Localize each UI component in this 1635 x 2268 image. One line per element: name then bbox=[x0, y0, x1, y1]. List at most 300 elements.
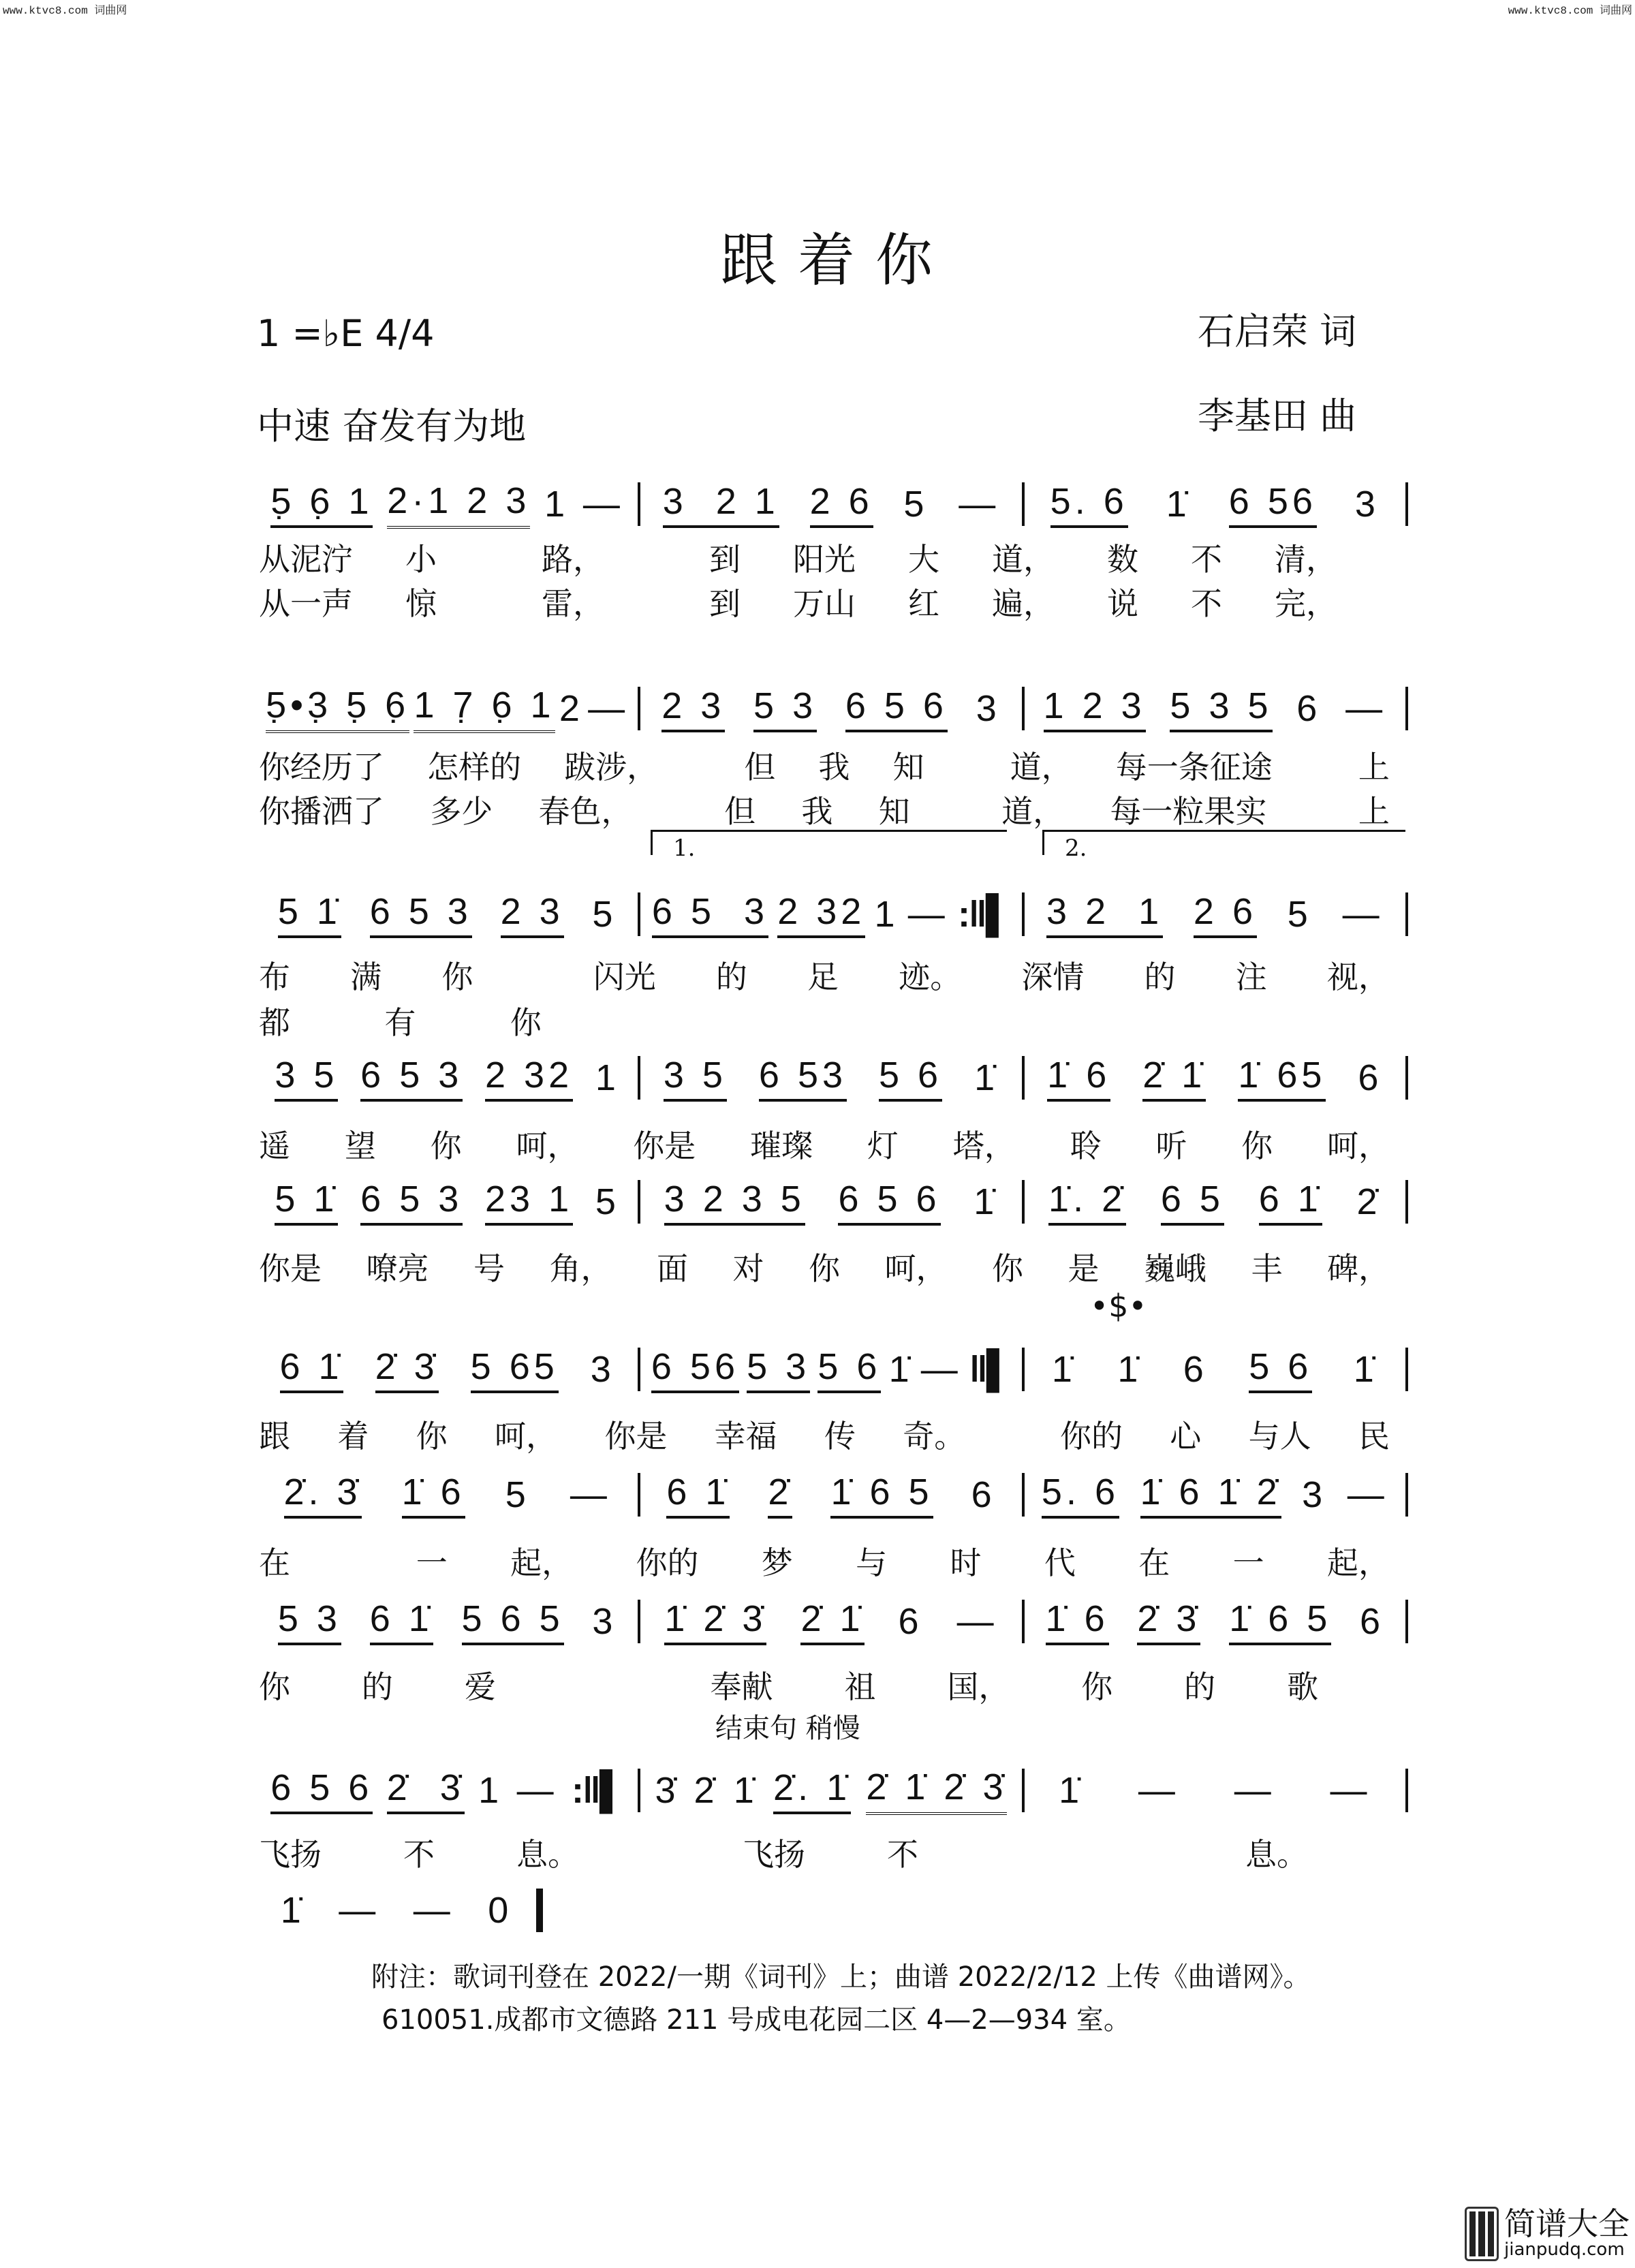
note-group: 1̇ 6 bbox=[1047, 1054, 1110, 1102]
barline bbox=[1405, 1348, 1408, 1391]
note-group: 2̇. 1̇ bbox=[773, 1767, 851, 1814]
note-group: 6 5 6 bbox=[838, 1178, 940, 1226]
lyric-word: 一 bbox=[1232, 1544, 1264, 1581]
lyric-word: 在 bbox=[259, 1544, 290, 1581]
note-group: 2̇ 3̇ bbox=[375, 1346, 439, 1393]
note-group: 3 bbox=[592, 1601, 617, 1642]
note-group: 3 bbox=[1302, 1474, 1327, 1515]
notation-row bbox=[257, 470, 1408, 538]
lyric-word: 道， bbox=[1010, 749, 1073, 786]
lyric-word: 每一粒果实 bbox=[1110, 793, 1267, 830]
lyric-line bbox=[259, 1121, 1390, 1166]
lyric-word: 你经历了 bbox=[259, 749, 384, 786]
lyric-word: 不 bbox=[403, 1836, 435, 1873]
lyric-word: 阳光 bbox=[793, 541, 856, 578]
measure bbox=[640, 1178, 1021, 1226]
lyric-word: 完， bbox=[1275, 585, 1337, 622]
notation-row bbox=[257, 1756, 1408, 1824]
note-group: 1̇ bbox=[280, 1890, 305, 1931]
lyric-word: 上 bbox=[1358, 793, 1390, 830]
measure bbox=[1025, 1769, 1405, 1812]
note-group: 1̇ 6 bbox=[1046, 1598, 1109, 1645]
measure bbox=[257, 1346, 638, 1393]
note-group: — bbox=[1345, 688, 1387, 729]
measure bbox=[640, 890, 1021, 938]
measure bbox=[640, 1471, 1021, 1519]
lyric-word: 你 bbox=[441, 959, 473, 995]
lyric-word: 呵， bbox=[1326, 1128, 1390, 1164]
note-group: 6 5 3 bbox=[360, 1054, 463, 1102]
lyric-word: 息。 bbox=[516, 1836, 579, 1873]
lyric-word: 塔， bbox=[952, 1128, 1016, 1164]
note-group: 2·1 2 3 bbox=[387, 480, 530, 529]
note-group: 1̇ bbox=[974, 1181, 999, 1222]
key-signature: 1 =♭E 4/4 bbox=[257, 312, 435, 355]
note-group: 1̇ bbox=[1117, 1349, 1142, 1390]
note-group: 3 5 bbox=[275, 1054, 338, 1102]
note-group: — bbox=[1330, 1770, 1371, 1811]
note-group: — bbox=[956, 1601, 998, 1642]
measure bbox=[257, 1471, 638, 1519]
note-group: 1̇. 2̇ bbox=[1048, 1178, 1126, 1226]
barline bbox=[1405, 1769, 1408, 1812]
lyric-word: 你 bbox=[416, 1418, 448, 1455]
lyric-word: 民 bbox=[1358, 1418, 1390, 1455]
barline bbox=[1405, 687, 1408, 730]
lyric-word: 数 bbox=[1107, 541, 1138, 578]
lyric-line bbox=[259, 1830, 1390, 1875]
lyric-word: 你播洒了 bbox=[259, 793, 384, 830]
lyric-word: 你 bbox=[1241, 1128, 1273, 1164]
lyric-word: 你是 bbox=[633, 1128, 696, 1164]
measure bbox=[1025, 685, 1405, 732]
note-group: 5 bbox=[1287, 894, 1312, 935]
note-group: 5 6 bbox=[1249, 1346, 1312, 1393]
note-group: 2 bbox=[559, 688, 584, 729]
lyric-word: 的 bbox=[715, 959, 747, 995]
note-group: 5 1̇ bbox=[275, 1178, 338, 1226]
lyric-word: 小 bbox=[405, 541, 437, 578]
lyric-word: 上 bbox=[1358, 749, 1390, 786]
measure bbox=[1025, 1598, 1405, 1645]
barline bbox=[1405, 892, 1408, 936]
lyric-word: 不 bbox=[887, 1836, 918, 1873]
lyric-word: 知 bbox=[878, 793, 910, 830]
note-group: 6 5 3 bbox=[360, 1178, 463, 1226]
measure bbox=[1025, 890, 1405, 938]
lyric-word: 灯 bbox=[867, 1128, 899, 1164]
lyric-word: 呵， bbox=[516, 1128, 579, 1164]
measure bbox=[640, 1346, 1021, 1393]
note-group: 5 6 5 bbox=[462, 1598, 564, 1645]
note-group: 3 2 1 bbox=[663, 480, 779, 528]
lyric-word: 巍峨 bbox=[1144, 1250, 1206, 1287]
note-group: 6 5 bbox=[1161, 1178, 1224, 1226]
lyric-word: 飞扬 bbox=[743, 1836, 805, 1873]
notation-row bbox=[257, 880, 1408, 948]
lyric-word: 我 bbox=[818, 749, 850, 786]
lyric-word: 对 bbox=[732, 1250, 764, 1287]
lyric-word: 的 bbox=[1144, 959, 1176, 995]
note-group: 6 56 bbox=[1229, 480, 1317, 528]
measure bbox=[257, 684, 638, 733]
barline bbox=[1405, 1600, 1408, 1643]
note-group: 2 3 bbox=[661, 685, 725, 732]
lyric-word: 惊 bbox=[405, 585, 437, 622]
lyric-word: 你 bbox=[809, 1250, 840, 1287]
lyric-word: 到 bbox=[709, 585, 741, 622]
note-group: 6 5 6 bbox=[845, 685, 948, 732]
lyric-word: 祖 bbox=[844, 1668, 876, 1705]
volta-2 bbox=[1042, 830, 1405, 862]
note-group: — bbox=[907, 894, 949, 935]
note-group: 3 bbox=[976, 688, 1001, 729]
lyricist: 石启荣 词 bbox=[1198, 310, 1357, 353]
note-group: 6 1̇ bbox=[280, 1346, 343, 1393]
note-group: 2̇ 3̇ bbox=[1137, 1598, 1200, 1645]
lyric-word: 有 bbox=[384, 1004, 416, 1041]
note-group: 6 1̇ bbox=[666, 1471, 730, 1519]
measure bbox=[640, 1598, 1021, 1645]
lyric-word: 路， bbox=[542, 541, 604, 578]
lyric-word: 布 bbox=[259, 959, 290, 995]
note-group: 5. 6 bbox=[1042, 1471, 1119, 1519]
measure bbox=[640, 480, 1021, 528]
note-group: 6 bbox=[898, 1601, 923, 1642]
lyric-word: 从一声 bbox=[259, 585, 353, 622]
lyric-word: 跋涉， bbox=[564, 749, 659, 786]
note-group: 5 3 5 bbox=[1170, 685, 1272, 732]
lyric-word: 丰 bbox=[1251, 1250, 1283, 1287]
lyric-word: 是 bbox=[1068, 1250, 1100, 1287]
lyric-word: 到 bbox=[709, 541, 741, 578]
note-group: 3 bbox=[1354, 484, 1380, 525]
piano-icon bbox=[1465, 2207, 1499, 2261]
note-group: 5 3 bbox=[278, 1598, 341, 1645]
lyric-word: 与 bbox=[856, 1544, 888, 1581]
barline bbox=[1405, 482, 1408, 526]
song-title: 跟着你 bbox=[719, 227, 953, 294]
lyric-line bbox=[259, 1244, 1390, 1289]
note-group: 3̇ 2̇ bbox=[655, 1770, 719, 1811]
lyric-word: 呵， bbox=[494, 1418, 557, 1455]
note-group: 2 32 bbox=[777, 890, 865, 938]
volta-2-label: 2. bbox=[1065, 835, 1087, 862]
volta-1-label: 1. bbox=[673, 835, 696, 862]
note-group: 6 5 3 bbox=[370, 890, 472, 938]
lyric-word: 清， bbox=[1275, 541, 1337, 578]
notation-row bbox=[257, 1876, 543, 1944]
lyric-line bbox=[259, 998, 1390, 1043]
lyric-word: 道， bbox=[1001, 793, 1065, 830]
lyric-word: 每一条征途 bbox=[1115, 749, 1273, 786]
lyric-word: 我 bbox=[801, 793, 833, 830]
note-group: — bbox=[413, 1890, 454, 1931]
note-group: — bbox=[959, 484, 1000, 525]
note-group: 2̇ bbox=[1356, 1181, 1382, 1222]
lyric-word: 但 bbox=[724, 793, 756, 830]
notation-row bbox=[257, 1335, 1408, 1403]
barline bbox=[1405, 1473, 1408, 1517]
note-group: 5 3 bbox=[753, 685, 817, 732]
lyric-word: 你 bbox=[992, 1250, 1023, 1287]
note-group: 2 32 bbox=[485, 1054, 573, 1102]
measure bbox=[1025, 1471, 1405, 1519]
note-group: 2̇. 3̇ bbox=[284, 1471, 362, 1519]
lyric-word: 碑， bbox=[1327, 1250, 1390, 1287]
lyric-word: 璀璨 bbox=[750, 1128, 813, 1164]
note-group: — bbox=[570, 1474, 611, 1515]
lyric-word: 迹。 bbox=[899, 959, 962, 995]
note-group: 1 bbox=[874, 894, 899, 935]
note-group: 1̇ 6 5 bbox=[1229, 1598, 1331, 1645]
lyric-word: 嘹亮 bbox=[366, 1250, 429, 1287]
lyric-word: 道， bbox=[992, 541, 1055, 578]
tempo-marking: 中速 奋发有为地 bbox=[257, 405, 527, 448]
note-group: 5 1̇ bbox=[278, 890, 341, 938]
note-group: 1̇ 6 5 bbox=[830, 1471, 933, 1519]
barline bbox=[1405, 1056, 1408, 1100]
lyric-word: 你 bbox=[259, 1668, 290, 1705]
lyric-word: 面 bbox=[657, 1250, 688, 1287]
note-group: 1 2 3 bbox=[1044, 685, 1146, 732]
lyric-word: 国， bbox=[947, 1668, 1010, 1705]
note-group: 6 bbox=[971, 1474, 996, 1515]
lyric-line bbox=[259, 952, 1390, 997]
lyric-line bbox=[259, 1538, 1390, 1583]
note-group: 5. 6 bbox=[1050, 480, 1128, 528]
lyric-word: 说 bbox=[1107, 585, 1138, 622]
note-group: 0 bbox=[488, 1890, 513, 1931]
note-group: 1̇ bbox=[1166, 484, 1191, 525]
note-group: 6 56 bbox=[651, 1346, 739, 1393]
note-group: 6 1̇ bbox=[370, 1598, 433, 1645]
note-group: 2̇ 3̇ bbox=[387, 1767, 465, 1814]
lyric-word: 雷， bbox=[542, 585, 604, 622]
lyric-word: 奇。 bbox=[903, 1418, 966, 1455]
measure bbox=[1025, 1054, 1405, 1102]
note-group: 1̇ 6 1̇ 2̇ bbox=[1140, 1471, 1281, 1519]
lyric-word: 跟 bbox=[259, 1418, 290, 1455]
repeat-sign: :‖▌ bbox=[571, 1770, 625, 1811]
lyric-word: 奉献 bbox=[710, 1668, 773, 1705]
note-group: 1̇ bbox=[1059, 1770, 1084, 1811]
lyric-word: 望 bbox=[344, 1128, 376, 1164]
note-group: 2 3 bbox=[501, 890, 564, 938]
lyric-word: 梦 bbox=[761, 1544, 793, 1581]
lyric-line bbox=[259, 535, 1390, 580]
lyric-word: 闪光 bbox=[593, 959, 656, 995]
measure bbox=[1025, 480, 1405, 528]
footnote-2: 610051.成都市文德路 211 号成电花园二区 4—2—934 室。 bbox=[382, 2004, 1131, 2036]
note-group: 6 53 bbox=[759, 1054, 847, 1102]
note-group: — bbox=[588, 688, 629, 729]
lyric-word: 深情 bbox=[1021, 959, 1085, 995]
lyric-word: 满 bbox=[350, 959, 382, 995]
lyric-word: 多少 bbox=[430, 793, 493, 830]
lyric-word: 足 bbox=[807, 959, 839, 995]
note-group: 1 bbox=[544, 484, 570, 525]
lyric-word: 万山 bbox=[793, 585, 856, 622]
lyric-word: 不 bbox=[1191, 541, 1222, 578]
note-group: 1̇ bbox=[733, 1770, 758, 1811]
measure bbox=[257, 1178, 638, 1226]
note-group: 5 bbox=[592, 894, 617, 935]
lyric-word: 心 bbox=[1170, 1418, 1202, 1455]
notation-row bbox=[257, 1168, 1408, 1236]
notation-row bbox=[257, 1461, 1408, 1529]
measure bbox=[257, 890, 638, 938]
note-group: — bbox=[1347, 1474, 1388, 1515]
lyric-word: 遥 bbox=[259, 1128, 290, 1164]
note-group: 5 bbox=[903, 484, 929, 525]
note-group: 5 bbox=[505, 1474, 530, 1515]
lyric-word: 一 bbox=[416, 1544, 448, 1581]
lyric-word: 起， bbox=[1326, 1544, 1390, 1581]
note-group: 2 6 bbox=[810, 480, 873, 528]
lyric-word: 遍， bbox=[992, 585, 1055, 622]
lyric-word: 怎样的 bbox=[427, 749, 522, 786]
note-group: 6 bbox=[1358, 1057, 1383, 1098]
measure bbox=[1025, 1178, 1405, 1226]
lyric-word: 知 bbox=[892, 749, 924, 786]
lyric-word: 不 bbox=[1191, 585, 1222, 622]
watermark-right: www.ktvc8.com 词曲网 bbox=[1508, 5, 1632, 17]
measure bbox=[257, 480, 638, 529]
lyric-word: 的 bbox=[361, 1668, 393, 1705]
note-group: 3 2 3 5 bbox=[664, 1178, 805, 1226]
note-group: — bbox=[516, 1770, 558, 1811]
note-group: 3 5 bbox=[664, 1054, 727, 1102]
note-group: 6 bbox=[1296, 688, 1322, 729]
lyric-word: 起， bbox=[510, 1544, 574, 1581]
site-logo bbox=[1465, 2207, 1630, 2261]
notation-row bbox=[257, 1044, 1408, 1112]
repeat-sign: ‖▌ bbox=[969, 1349, 1012, 1390]
measure bbox=[257, 1767, 638, 1814]
lyric-word: 爱 bbox=[464, 1668, 496, 1705]
note-group: 5 6 bbox=[879, 1054, 942, 1102]
note-group: 1̇ 6 bbox=[402, 1471, 465, 1519]
measure bbox=[640, 685, 1021, 732]
lyric-word: 号 bbox=[473, 1250, 505, 1287]
lyric-word: 时 bbox=[950, 1544, 982, 1581]
note-group: — bbox=[1342, 894, 1384, 935]
measure bbox=[257, 1889, 536, 1931]
lyric-line bbox=[259, 1662, 1390, 1707]
note-group: 3 bbox=[590, 1349, 615, 1390]
lyric-word: 春色， bbox=[538, 793, 633, 830]
note-group: — bbox=[1138, 1770, 1179, 1811]
lyric-word: 幸福 bbox=[714, 1418, 777, 1455]
note-group: 1̇ bbox=[974, 1057, 999, 1098]
note-group: 1 bbox=[478, 1770, 503, 1811]
lyric-word: 角， bbox=[549, 1250, 612, 1287]
logo-url: jianpudq.com bbox=[1504, 2239, 1625, 2260]
note-group: 2̇ 1̇ bbox=[1142, 1054, 1206, 1102]
repeat-sign: :‖▌ bbox=[957, 894, 1011, 935]
note-group: 2 6 bbox=[1194, 890, 1257, 938]
note-group: 1̇ 2̇ 3̇ bbox=[664, 1598, 766, 1645]
note-group: 2̇ bbox=[768, 1471, 792, 1519]
measure bbox=[257, 1598, 638, 1645]
note-group: 23 1 bbox=[485, 1178, 573, 1226]
note-group: 5̣ 6̣ 1 bbox=[270, 480, 373, 528]
note-group: — bbox=[582, 484, 624, 525]
lyric-line bbox=[259, 579, 1390, 624]
volta-1 bbox=[651, 830, 1007, 862]
note-group: — bbox=[1234, 1770, 1275, 1811]
note-group: 1 bbox=[595, 1057, 620, 1098]
composer: 李基田 曲 bbox=[1198, 394, 1357, 437]
lyric-word: 与人 bbox=[1248, 1418, 1311, 1455]
note-group: — bbox=[339, 1890, 380, 1931]
lyric-word: 息。 bbox=[1245, 1836, 1308, 1873]
lyric-word: 你的 bbox=[1059, 1418, 1123, 1455]
lyric-line bbox=[259, 743, 1390, 788]
note-group: 1̇ bbox=[1051, 1349, 1076, 1390]
lyric-word: 代 bbox=[1044, 1544, 1076, 1581]
measure bbox=[1025, 1346, 1405, 1393]
barline bbox=[536, 1889, 543, 1932]
lyric-word: 但 bbox=[744, 749, 776, 786]
note-group: 2̇ 1̇ bbox=[800, 1598, 864, 1645]
note-group: 2̇ 1̇ 2̇ 3̇ bbox=[866, 1766, 1007, 1815]
lyric-word: 你 bbox=[1081, 1668, 1113, 1705]
note-group: 3 2 1 bbox=[1046, 890, 1163, 938]
note-group: 5 65 bbox=[471, 1346, 559, 1393]
footnote-1: 附注：歌词刊登在 2022/一期《词刊》上；曲谱 2022/2/12 上传《曲谱网》。 bbox=[371, 1961, 1311, 1993]
lyric-word: 你是 bbox=[604, 1418, 668, 1455]
note-group: 6 bbox=[1183, 1349, 1208, 1390]
lyric-word: 视， bbox=[1326, 959, 1390, 995]
note-group: 6 1̇ bbox=[1259, 1178, 1322, 1226]
lyric-word: 听 bbox=[1155, 1128, 1187, 1164]
logo-name: 简谱大全 bbox=[1504, 2205, 1630, 2242]
lyric-word: 在 bbox=[1138, 1544, 1170, 1581]
ending-note: 结束句 稍慢 bbox=[715, 1713, 860, 1744]
measure bbox=[640, 1766, 1021, 1815]
note-group: 1̇ bbox=[888, 1349, 914, 1390]
note-group: 6 5 6 bbox=[270, 1767, 373, 1814]
note-group: 6 bbox=[1360, 1601, 1385, 1642]
lyric-word: 你的 bbox=[636, 1544, 699, 1581]
note-group: 1̇ bbox=[1353, 1349, 1378, 1390]
note-group: 5 bbox=[595, 1181, 620, 1222]
note-group: 6 5 3 bbox=[652, 890, 768, 938]
lyric-word: 从泥泞 bbox=[259, 541, 353, 578]
measure bbox=[640, 1054, 1021, 1102]
note-group: 1 7̣ 6̣ 1 bbox=[414, 684, 555, 733]
segno-sign: •$• bbox=[1090, 1288, 1147, 1324]
note-group: 5 6 bbox=[818, 1346, 881, 1393]
lyric-word: 你 bbox=[430, 1128, 462, 1164]
lyric-word: 红 bbox=[908, 585, 939, 622]
lyric-word: 注 bbox=[1235, 959, 1267, 995]
barline bbox=[1405, 1180, 1408, 1224]
note-group: 5̣•3̣ 5̣ 6̣ bbox=[266, 684, 409, 733]
lyric-word: 聆 bbox=[1070, 1128, 1102, 1164]
note-group: — bbox=[920, 1349, 962, 1390]
lyric-word: 呵， bbox=[884, 1250, 948, 1287]
lyric-word: 传 bbox=[824, 1418, 856, 1455]
lyric-line bbox=[259, 1412, 1390, 1457]
lyric-word: 你是 bbox=[259, 1250, 322, 1287]
lyric-line bbox=[259, 787, 1390, 832]
watermark-left: www.ktvc8.com 词曲网 bbox=[3, 5, 127, 17]
lyric-word: 的 bbox=[1184, 1668, 1216, 1705]
lyric-word: 歌 bbox=[1287, 1668, 1319, 1705]
